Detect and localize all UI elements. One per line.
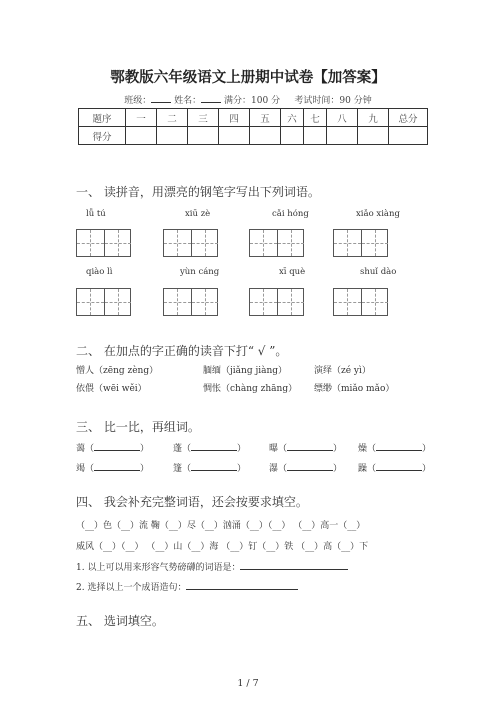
exam-time: 考试时间：90 分钟 — [294, 96, 372, 106]
section2-heading: 二、 在加点的字正确的读音下打“ √ ”。 — [76, 344, 288, 358]
score-header-cell: 七 — [304, 109, 327, 127]
answer-blank[interactable] — [191, 441, 237, 451]
answer-blank[interactable] — [376, 461, 422, 471]
idiom-line: （__）色（__）流 鞠（__）尽（__）汹涌（__）（__） （__）高一（__） — [76, 521, 366, 531]
answer-blank[interactable] — [186, 580, 298, 590]
score-header-cell: 八 — [327, 109, 358, 127]
page-number: 1 / 7 — [237, 678, 259, 689]
class-label: 班级： — [124, 96, 152, 106]
answer-blank[interactable] — [94, 461, 140, 471]
score-cell[interactable] — [281, 127, 304, 145]
answer-blank[interactable] — [94, 441, 140, 451]
compare-item: 蔼（ ） — [76, 441, 149, 454]
writing-grid[interactable] — [163, 288, 218, 316]
exam-info-line — [0, 93, 496, 106]
name-label: 姓名： — [174, 96, 202, 106]
answer-blank[interactable] — [287, 441, 333, 451]
question-1: 1. 以上可以用来形容气势磅礴的词语是： — [76, 560, 348, 573]
answer-blank[interactable] — [191, 461, 237, 471]
writing-grid[interactable] — [333, 229, 388, 257]
pinyin-label: xiū zè — [185, 209, 211, 219]
pinyin-label: xiǎo xiàng — [356, 209, 400, 219]
answer-blank[interactable] — [240, 560, 348, 570]
section4-heading: 四、 我会补充完整词语，还会按要求填空。 — [76, 495, 308, 509]
writing-grid[interactable] — [76, 288, 131, 316]
compare-item: 蓬（ ） — [173, 441, 246, 454]
score-cell[interactable] — [250, 127, 281, 145]
pinyin-label: qiào lì — [86, 267, 113, 277]
pinyin-label: xī què — [279, 267, 306, 277]
compare-item: 竭（ ） — [76, 461, 149, 474]
score-table-header-row — [79, 109, 428, 127]
pronunciation-item: 依偎（wēi wěi） — [76, 384, 147, 394]
score-table-score-row — [79, 127, 428, 145]
score-cell[interactable] — [157, 127, 188, 145]
score-header-cell: 题序 — [79, 109, 126, 127]
writing-grid[interactable] — [76, 229, 131, 257]
pinyin-label: cǎi hóng — [272, 209, 309, 219]
writing-grid[interactable] — [249, 229, 304, 257]
answer-blank[interactable] — [376, 441, 422, 451]
score-cell[interactable] — [126, 127, 157, 145]
section5-heading: 五、 选词填空。 — [76, 614, 164, 628]
score-table — [78, 108, 428, 145]
compare-item: 躁（ ） — [358, 461, 431, 474]
score-cell[interactable] — [304, 127, 327, 145]
score-row-label: 得分 — [79, 127, 126, 145]
score-header-cell: 九 — [358, 109, 389, 127]
answer-blank[interactable] — [287, 461, 333, 471]
compare-item: 燥（ ） — [358, 441, 431, 454]
score-header-cell: 六 — [281, 109, 304, 127]
compare-item: 篷（ ） — [173, 461, 246, 474]
pinyin-label: shuǐ dào — [360, 267, 397, 277]
pinyin-label: lǚ tú — [86, 209, 106, 219]
page-title: 鄂教版六年级语文上册期中试卷【加答案】 — [110, 69, 386, 86]
question-2: 2. 选择以上一个成语造句： — [76, 580, 298, 593]
score-header-cell: 一 — [126, 109, 157, 127]
score-cell[interactable] — [358, 127, 389, 145]
pronunciation-item: 腼缅（jiǎng jiàng） — [203, 366, 288, 376]
pinyin-label: yùn cáng — [180, 267, 220, 277]
score-header-cell: 三 — [188, 109, 219, 127]
compare-item: 曝（ ） — [269, 441, 342, 454]
writing-grid[interactable] — [163, 229, 218, 257]
name-blank — [201, 93, 221, 103]
writing-grid[interactable] — [333, 288, 388, 316]
idiom-line: 威风（__）（__） （__）山（__）海 （__）钉（__）铁 （__）高（__）下 — [76, 542, 369, 552]
score-header-cell: 二 — [157, 109, 188, 127]
section3-heading: 三、 比一比，再组词。 — [76, 420, 200, 434]
pronunciation-item: 憎人（zēng zèng） — [76, 366, 159, 376]
writing-grid[interactable] — [249, 288, 304, 316]
score-header-cell: 总分 — [389, 109, 428, 127]
pronunciation-item: 演绎（zé yì） — [314, 366, 371, 376]
score-cell[interactable] — [327, 127, 358, 145]
pronunciation-item: 缥缈（miǎo mǎo） — [314, 384, 395, 394]
score-cell[interactable] — [389, 127, 428, 145]
full-score: 满分：100 分 — [224, 96, 281, 106]
class-blank — [151, 93, 171, 103]
score-header-cell: 四 — [219, 109, 250, 127]
score-cell[interactable] — [219, 127, 250, 145]
section1-heading: 一、 读拼音，用漂亮的钢笔字写出下列词语。 — [76, 185, 320, 199]
pronunciation-item: 惆怅（chàng zhāng） — [203, 384, 298, 394]
compare-item: 瀑（ ） — [269, 461, 342, 474]
score-cell[interactable] — [188, 127, 219, 145]
score-header-cell: 五 — [250, 109, 281, 127]
